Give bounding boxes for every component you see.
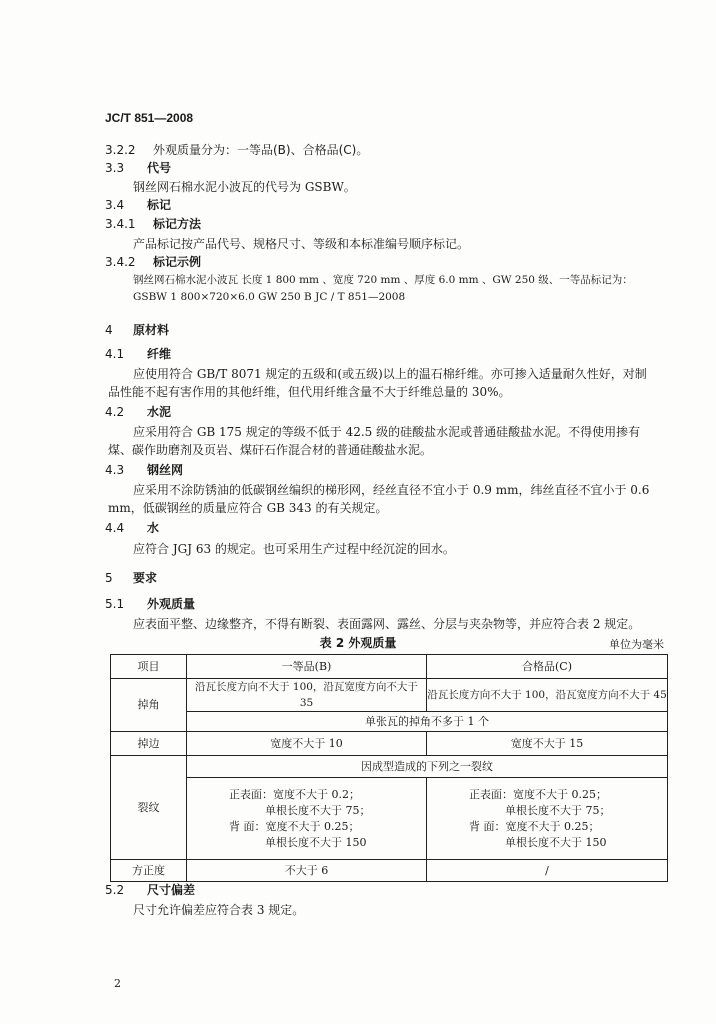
clause-title: 标记 [147, 198, 172, 212]
clause-number: 3.2.2 [105, 143, 136, 157]
clause-title: 外观质量 [147, 597, 196, 611]
clause-4-2-body-line2: 煤、碳作助磨剂及页岩、煤矸石作混合材的普通硅酸盐水泥。 [108, 443, 433, 457]
clause-title: 钢丝网 [147, 463, 184, 477]
edge-grade-b: 宽度不大于 10 [187, 732, 427, 756]
clause-number: 5.1 [105, 597, 125, 611]
clause-title: 水泥 [147, 405, 172, 419]
table-2-unit: 单位为毫米 [609, 638, 664, 651]
clause-3-4-1-heading [105, 215, 201, 232]
crack-b-line: 单根长度不大于 75； [265, 803, 371, 817]
standard-code-header: JC/T 851—2008 [105, 111, 194, 125]
page-number: 2 [114, 977, 121, 990]
row-label-squareness: 方正度 [111, 860, 187, 882]
clause-3-3-heading [105, 159, 171, 176]
clause-title: 代号 [147, 161, 172, 175]
crack-c-line: 单根长度不大于 150 [505, 835, 607, 849]
clause-3-4-1-body: 产品标记按产品代号、规格尺寸、等级和本标准编号顺序标记。 [133, 237, 470, 251]
clause-title: 尺寸偏差 [147, 883, 196, 897]
clause-title: 水 [147, 521, 160, 535]
clause-5-1-body: 应表面平整、边缘整齐，不得有断裂、表面露网、露丝、分层与夹杂物等，并应符合表 2 规定。 [133, 617, 641, 631]
clause-title: 标记示例 [153, 255, 202, 269]
section-5-heading [105, 569, 157, 586]
corner-common-requirement: 单张瓦的掉角不多于 1 个 [187, 712, 668, 732]
section-4-heading [105, 321, 169, 338]
clause-number: 4.1 [105, 347, 125, 361]
clause-4-2-heading [105, 403, 171, 420]
table-row [111, 860, 668, 882]
clause-4-1-heading [105, 345, 171, 362]
crack-c-line: 背 面：宽度不大于 0.25； [469, 819, 600, 833]
clause-number: 4.3 [105, 463, 125, 477]
crack-grade-b [187, 778, 427, 860]
clause-number: 5.2 [105, 883, 125, 897]
section-number: 4 [105, 323, 113, 337]
section-number: 5 [105, 571, 113, 585]
clause-5-2-heading [105, 881, 195, 898]
clause-5-2-body: 尺寸允许偏差应符合表 3 规定。 [133, 903, 305, 917]
marking-example-line1: 钢丝网石棉水泥小波瓦 长度 1 800 mm 、宽度 720 mm 、厚度 6.0 mm 、GW 250 级、一等品标记为： [133, 274, 633, 286]
crack-c-line: 单根长度不大于 75； [505, 803, 611, 817]
table-header-row [111, 655, 668, 679]
clause-number: 3.3 [105, 161, 125, 175]
clause-4-3-body-line2: mm，低碳钢丝的质量应符合 GB 343 的有关规定。 [108, 501, 388, 515]
table-row [111, 712, 668, 732]
crack-common-requirement: 因成型造成的下列之一裂纹 [187, 756, 668, 778]
clause-title: 标记方法 [153, 217, 202, 231]
table-2-caption: 表 2 外观质量 [319, 636, 397, 650]
squareness-grade-b: 不大于 6 [187, 860, 427, 882]
table-row [111, 778, 668, 860]
clause-number: 3.4.1 [105, 217, 136, 231]
clause-3-4-2-heading [105, 253, 201, 270]
clause-number: 4.2 [105, 405, 125, 419]
clause-3-2-2 [105, 141, 368, 158]
clause-3-4-heading [105, 196, 171, 213]
clause-4-1-body-line2: 品性能不起有害作用的其他纤维，但代用纤维含量不大于纤维总量的 30%。 [108, 385, 511, 399]
marking-example-line2: GSBW 1 800×720×6.0 GW 250 B JC / T 851—2008 [133, 291, 406, 303]
crack-b-line: 背 面：宽度不大于 0.25； [229, 819, 360, 833]
header-grade-b: 一等品(B) [187, 655, 427, 679]
clause-title: 纤维 [147, 347, 172, 361]
row-label-corner: 掉角 [111, 679, 187, 732]
clause-4-1-body-line1: 应使用符合 GB/T 8071 规定的五级和(或五级)以上的温石棉纤维。亦可掺入适量耐久性好，对制 [133, 367, 647, 381]
clause-number: 3.4 [105, 198, 125, 212]
crack-c-line: 正表面：宽度不大于 0.25； [469, 787, 607, 801]
table-row [111, 732, 668, 756]
table-2-appearance-quality [110, 654, 668, 882]
clause-4-3-body-line1: 应采用不涂防锈油的低碳钢丝编织的梯形网，经丝直径不宜小于 0.9 mm，纬丝直径不宜小于 0.6 [133, 483, 650, 497]
clause-3-3-body: 钢丝网石棉水泥小波瓦的代号为 GSBW。 [133, 180, 356, 194]
corner-grade-b: 沿瓦长度方向不大于 100，沿瓦宽度方向不大于 35 [187, 679, 427, 712]
clause-4-4-heading [105, 519, 159, 536]
crack-b-line: 正表面：宽度不大于 0.2； [229, 787, 360, 801]
header-item: 项目 [111, 655, 187, 679]
corner-grade-c: 沿瓦长度方向不大于 100，沿瓦宽度方向不大于 45 [427, 679, 668, 712]
header-grade-c: 合格品(C) [427, 655, 668, 679]
section-title: 要求 [133, 571, 158, 585]
crack-b-line: 单根长度不大于 150 [265, 835, 367, 849]
table-row [111, 756, 668, 778]
section-title: 原材料 [133, 323, 170, 337]
row-label-edge: 掉边 [111, 732, 187, 756]
clause-4-4-body: 应符合 JGJ 63 的规定。也可采用生产过程中经沉淀的回水。 [133, 542, 455, 556]
row-label-crack: 裂纹 [111, 756, 187, 860]
edge-grade-c: 宽度不大于 15 [427, 732, 668, 756]
squareness-grade-c: / [427, 860, 668, 882]
table-row [111, 679, 668, 712]
clause-text: 外观质量分为：一等品(B)、合格品(C)。 [153, 143, 369, 157]
clause-4-2-body-line1: 应采用符合 GB 175 规定的等级不低于 42.5 级的硅酸盐水泥或普通硅酸盐水泥。不得使用掺有 [133, 425, 641, 439]
clause-5-1-heading [105, 595, 195, 612]
clause-4-3-heading [105, 461, 183, 478]
clause-number: 3.4.2 [105, 255, 136, 269]
clause-number: 4.4 [105, 521, 125, 535]
crack-grade-c [427, 778, 668, 860]
